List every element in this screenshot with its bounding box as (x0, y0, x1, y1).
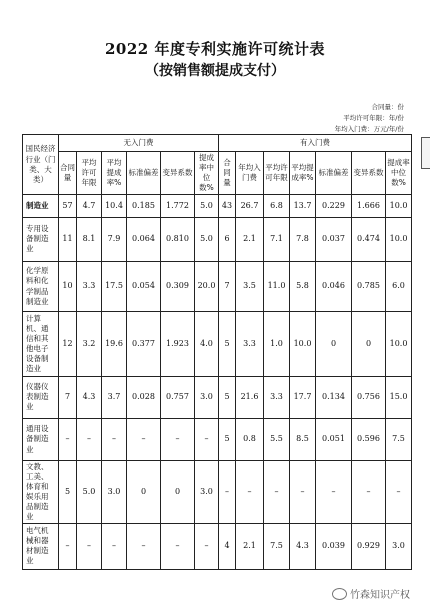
value-cell: 6 (219, 217, 236, 261)
value-cell: – (102, 523, 127, 569)
value-cell: – (59, 523, 77, 569)
value-cell: 5.5 (264, 418, 290, 460)
value-cell: 7.9 (102, 217, 127, 261)
value-cell: 10.0 (386, 195, 412, 217)
value-cell: – (386, 461, 412, 523)
wechat-icon (332, 588, 347, 600)
value-cell: 5.8 (290, 261, 316, 311)
watermark-text: 竹森知识产权 (350, 590, 410, 601)
value-cell: 1.0 (264, 312, 290, 376)
value-cell: 26.7 (236, 195, 264, 217)
value-cell: 0.037 (316, 217, 352, 261)
industry-cell: 专用设备制造业 (23, 217, 59, 261)
value-cell: 5 (219, 312, 236, 376)
value-cell: 7.1 (264, 217, 290, 261)
value-cell: – (161, 523, 195, 569)
value-cell: 3.0 (386, 523, 412, 569)
value-cell: 8.1 (77, 217, 102, 261)
header-group-no-fee: 无入门费 (59, 135, 219, 152)
value-cell: – (77, 523, 102, 569)
unit-note: 年均入门费：万元/年/份 (334, 125, 404, 133)
value-cell: – (127, 523, 161, 569)
watermark (332, 586, 410, 601)
header-col: 变异系数 (352, 152, 386, 195)
header-col: 平均许可年限 (77, 152, 102, 195)
value-cell: 2.1 (236, 523, 264, 569)
value-cell: – (195, 523, 219, 569)
value-cell: 5.0 (195, 217, 219, 261)
header-col: 合同量 (59, 152, 77, 195)
value-cell: 10 (59, 261, 77, 311)
value-cell: – (236, 461, 264, 523)
industry-cell: 仪器仪表制造业 (23, 376, 59, 418)
value-cell: 3.0 (195, 376, 219, 418)
page-subtitle: （按销售额提成支付） (145, 63, 285, 79)
value-cell: 17.7 (290, 376, 316, 418)
header-col: 平均提成率% (290, 152, 316, 195)
table-row (23, 523, 412, 569)
value-cell: 0.596 (352, 418, 386, 460)
value-cell: 3.3 (77, 261, 102, 311)
value-cell: 2.1 (236, 217, 264, 261)
value-cell: – (195, 418, 219, 460)
value-cell: 5.0 (195, 195, 219, 217)
value-cell: 43 (219, 195, 236, 217)
table-row (23, 312, 412, 376)
value-cell: – (161, 418, 195, 460)
value-cell: 1.923 (161, 312, 195, 376)
value-cell: – (77, 418, 102, 460)
value-cell: 17.5 (102, 261, 127, 311)
value-cell: 0.229 (316, 195, 352, 217)
value-cell: – (316, 461, 352, 523)
table-row (23, 195, 412, 217)
value-cell: 0 (352, 312, 386, 376)
value-cell: 0.046 (316, 261, 352, 311)
value-cell: 0.039 (316, 523, 352, 569)
stats-table (22, 134, 412, 570)
value-cell: 5.0 (77, 461, 102, 523)
unit-note: 平均许可年限：年/份 (343, 114, 404, 122)
value-cell: 0.785 (352, 261, 386, 311)
value-cell: 3.5 (236, 261, 264, 311)
value-cell: 10.0 (386, 312, 412, 376)
header-col: 平均提成率% (102, 152, 127, 195)
table-row (23, 261, 412, 311)
value-cell: 5 (59, 461, 77, 523)
value-cell: 57 (59, 195, 77, 217)
industry-cell: 文教、工美、体育和娱乐用品制造业 (23, 461, 59, 523)
value-cell: 3.3 (236, 312, 264, 376)
table-row (23, 217, 412, 261)
value-cell: 4.7 (77, 195, 102, 217)
value-cell: 7.5 (386, 418, 412, 460)
value-cell: 3.7 (102, 376, 127, 418)
value-cell: 0.054 (127, 261, 161, 311)
value-cell: 0.8 (236, 418, 264, 460)
value-cell: 7 (219, 261, 236, 311)
value-cell: 0.051 (316, 418, 352, 460)
value-cell: 21.6 (236, 376, 264, 418)
value-cell: 5 (219, 418, 236, 460)
table-row (23, 461, 412, 523)
value-cell: 3.2 (77, 312, 102, 376)
value-cell: 0.377 (127, 312, 161, 376)
value-cell: 10.4 (102, 195, 127, 217)
header-group-with-fee: 有入门费 (219, 135, 412, 152)
value-cell: 0 (161, 461, 195, 523)
industry-cell: 制造业 (23, 195, 59, 217)
value-cell: 0.028 (127, 376, 161, 418)
header-col: 标准偏差 (127, 152, 161, 195)
value-cell: 0.309 (161, 261, 195, 311)
value-cell: 0.134 (316, 376, 352, 418)
value-cell: 4.3 (77, 376, 102, 418)
value-cell: 6.8 (264, 195, 290, 217)
value-cell: 20.0 (195, 261, 219, 311)
value-cell: 0.185 (127, 195, 161, 217)
value-cell: 1.666 (352, 195, 386, 217)
industry-cell: 电气机械和器材制造业 (23, 523, 59, 569)
value-cell: 11.0 (264, 261, 290, 311)
value-cell: 7.5 (264, 523, 290, 569)
value-cell: 0.810 (161, 217, 195, 261)
value-cell: – (102, 418, 127, 460)
header-col: 平均许可年限 (264, 152, 290, 195)
page-title: 2022 年度专利实施许可统计表 (105, 40, 325, 58)
header-col: 变异系数 (161, 152, 195, 195)
value-cell: 1.772 (161, 195, 195, 217)
value-cell: 0.929 (352, 523, 386, 569)
value-cell: 10.0 (386, 217, 412, 261)
value-cell: 0.474 (352, 217, 386, 261)
value-cell: 4.3 (290, 523, 316, 569)
value-cell: 6.0 (386, 261, 412, 311)
header-col: 年均入门费 (236, 152, 264, 195)
value-cell: 13.7 (290, 195, 316, 217)
value-cell: 15.0 (386, 376, 412, 418)
value-cell: 10.0 (290, 312, 316, 376)
header-industry: 国民经济行业（门类、大类） (23, 135, 59, 195)
unit-note: 合同量：份 (371, 103, 404, 111)
value-cell: – (290, 461, 316, 523)
header-col: 提成率中位数% (195, 152, 219, 195)
header-col: 标准偏差 (316, 152, 352, 195)
value-cell: 8.5 (290, 418, 316, 460)
value-cell: 0 (316, 312, 352, 376)
value-cell: 5 (219, 376, 236, 418)
value-cell: 0.757 (161, 376, 195, 418)
industry-cell: 计算机、通信和其他电子设备制造业 (23, 312, 59, 376)
value-cell: 3.0 (102, 461, 127, 523)
value-cell: 4.0 (195, 312, 219, 376)
value-cell: – (219, 461, 236, 523)
value-cell: 3.3 (264, 376, 290, 418)
header-col: 提成率中位数% (386, 152, 412, 195)
value-cell: 7 (59, 376, 77, 418)
value-cell: 0 (127, 461, 161, 523)
value-cell: 3.0 (195, 461, 219, 523)
industry-cell: 通用设备制造业 (23, 418, 59, 460)
value-cell: 4 (219, 523, 236, 569)
value-cell: – (264, 461, 290, 523)
value-cell: 0.756 (352, 376, 386, 418)
value-cell: 12 (59, 312, 77, 376)
value-cell: – (59, 418, 77, 460)
table-row (23, 376, 412, 418)
value-cell: 0.064 (127, 217, 161, 261)
header-col: 合同量 (219, 152, 236, 195)
value-cell: – (127, 418, 161, 460)
value-cell: – (352, 461, 386, 523)
value-cell: 7.8 (290, 217, 316, 261)
side-tab (421, 137, 430, 169)
industry-cell: 化学原料和化学制品制造业 (23, 261, 59, 311)
value-cell: 11 (59, 217, 77, 261)
value-cell: 19.6 (102, 312, 127, 376)
table-row (23, 418, 412, 460)
